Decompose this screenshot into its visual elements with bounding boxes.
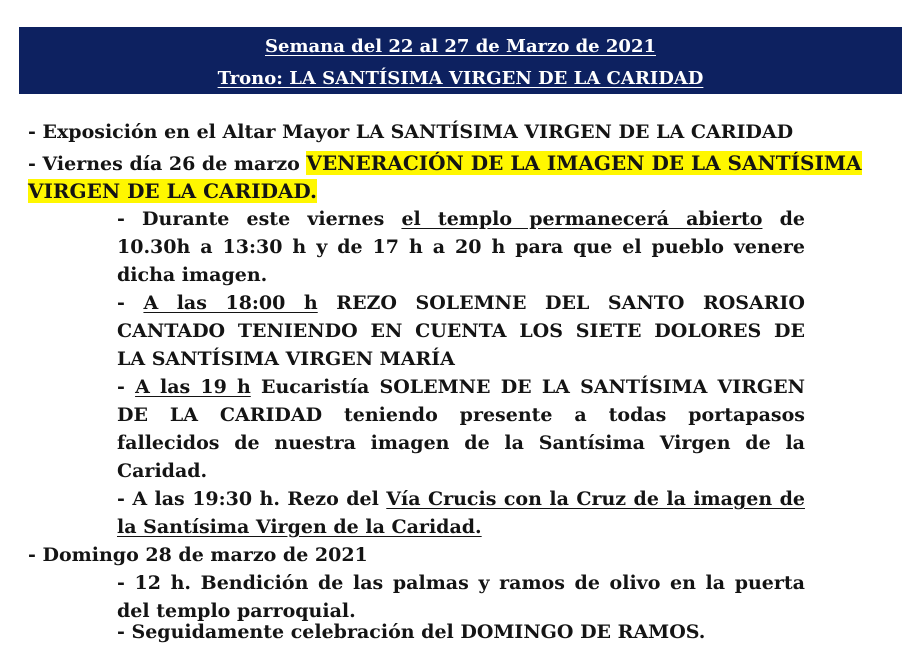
hours-text: 10.30h a 13:30 h y de 17 h a 20 h para que el pueblo venere xyxy=(117,236,805,258)
sunday-line xyxy=(28,541,368,569)
temple-open-pre: - Durante este viernes xyxy=(117,208,402,230)
eucharist-time: A las 19 h xyxy=(135,376,251,398)
exposition-text: - Exposición en el Altar Mayor LA SANTÍSIMA VIRGEN DE LA CARIDAD xyxy=(28,121,794,143)
header-week-title: Semana del 22 al 27 de Marzo de 2021 xyxy=(265,36,656,57)
via-crucis-pre: - A las 19:30 h. Rezo del xyxy=(117,488,387,510)
eucharist-text: Eucaristía SOLEMNE DE LA SANTÍSIMA VIRGEN xyxy=(250,376,805,398)
friday-line xyxy=(28,149,862,178)
via-crucis-line xyxy=(117,485,805,513)
palms-text: - 12 h. Bendición de las palmas y ramos de olivo en la puerta xyxy=(117,572,805,594)
veneration-highlight-cont: VIRGEN DE LA CARIDAD. xyxy=(28,179,318,203)
sunday-date-text: - Domingo 28 de marzo de 2021 xyxy=(28,544,368,566)
eucharist-line-3 xyxy=(117,429,805,457)
friday-date-text: - Viernes día 26 de marzo xyxy=(28,153,307,175)
palm-sunday-line xyxy=(117,618,705,646)
eucharist-line-4 xyxy=(117,457,207,485)
via-crucis-underlined: Vía Crucis con la Cruz de la imagen de xyxy=(386,488,805,510)
eucharist-text-4: Caridad. xyxy=(117,460,208,482)
rosary-line-2 xyxy=(117,317,805,345)
temple-open-line xyxy=(117,205,805,233)
temple-open-underlined: el templo permanecerá abierto xyxy=(401,208,763,230)
veneration-highlight: VENERACIÓN DE LA IMAGEN DE LA SANTÍSIMA xyxy=(306,151,862,175)
exposition-line xyxy=(28,118,793,146)
rosary-line-3 xyxy=(117,345,455,373)
rosary-time: A las 18:00 h xyxy=(143,292,318,314)
eucharist-line xyxy=(117,373,805,401)
rosary-line xyxy=(117,289,805,317)
friday-line-cont xyxy=(28,177,317,206)
rosary-text: REZO SOLEMNE DEL SANTO ROSARIO xyxy=(317,292,805,314)
eucharist-line-2 xyxy=(117,401,805,429)
eucharist-text-2: DE LA CARIDAD teniendo presente a todas portapasos xyxy=(117,404,805,426)
eucharist-text-3: fallecidos de nuestra imagen de la Santísima Virgen de la xyxy=(117,432,805,454)
palms-line xyxy=(117,569,805,597)
header-throne-title: Trono: LA SANTÍSIMA VIRGEN DE LA CARIDAD xyxy=(217,68,704,89)
rosary-text-3: LA SANTÍSIMA VIRGEN MARÍA xyxy=(117,348,455,370)
palm-sunday-text: - Seguidamente celebración del DOMINGO DE RAMOS. xyxy=(117,621,706,643)
temple-open-post: de xyxy=(762,208,805,230)
eucharist-dash: - xyxy=(117,376,136,398)
rosary-dash: - xyxy=(117,292,144,314)
image-text: dicha imagen. xyxy=(117,264,268,286)
hours-line xyxy=(117,233,805,261)
rosary-text-2: CANTADO TENIENDO EN CUENTA LOS SIETE DOLORES DE xyxy=(117,320,805,342)
image-line xyxy=(117,261,267,289)
via-crucis-line-2 xyxy=(117,513,482,541)
palms-text-2: del templo parroquial. xyxy=(117,600,356,622)
via-crucis-underlined-2: la Santísima Virgen de la Caridad. xyxy=(117,516,482,538)
